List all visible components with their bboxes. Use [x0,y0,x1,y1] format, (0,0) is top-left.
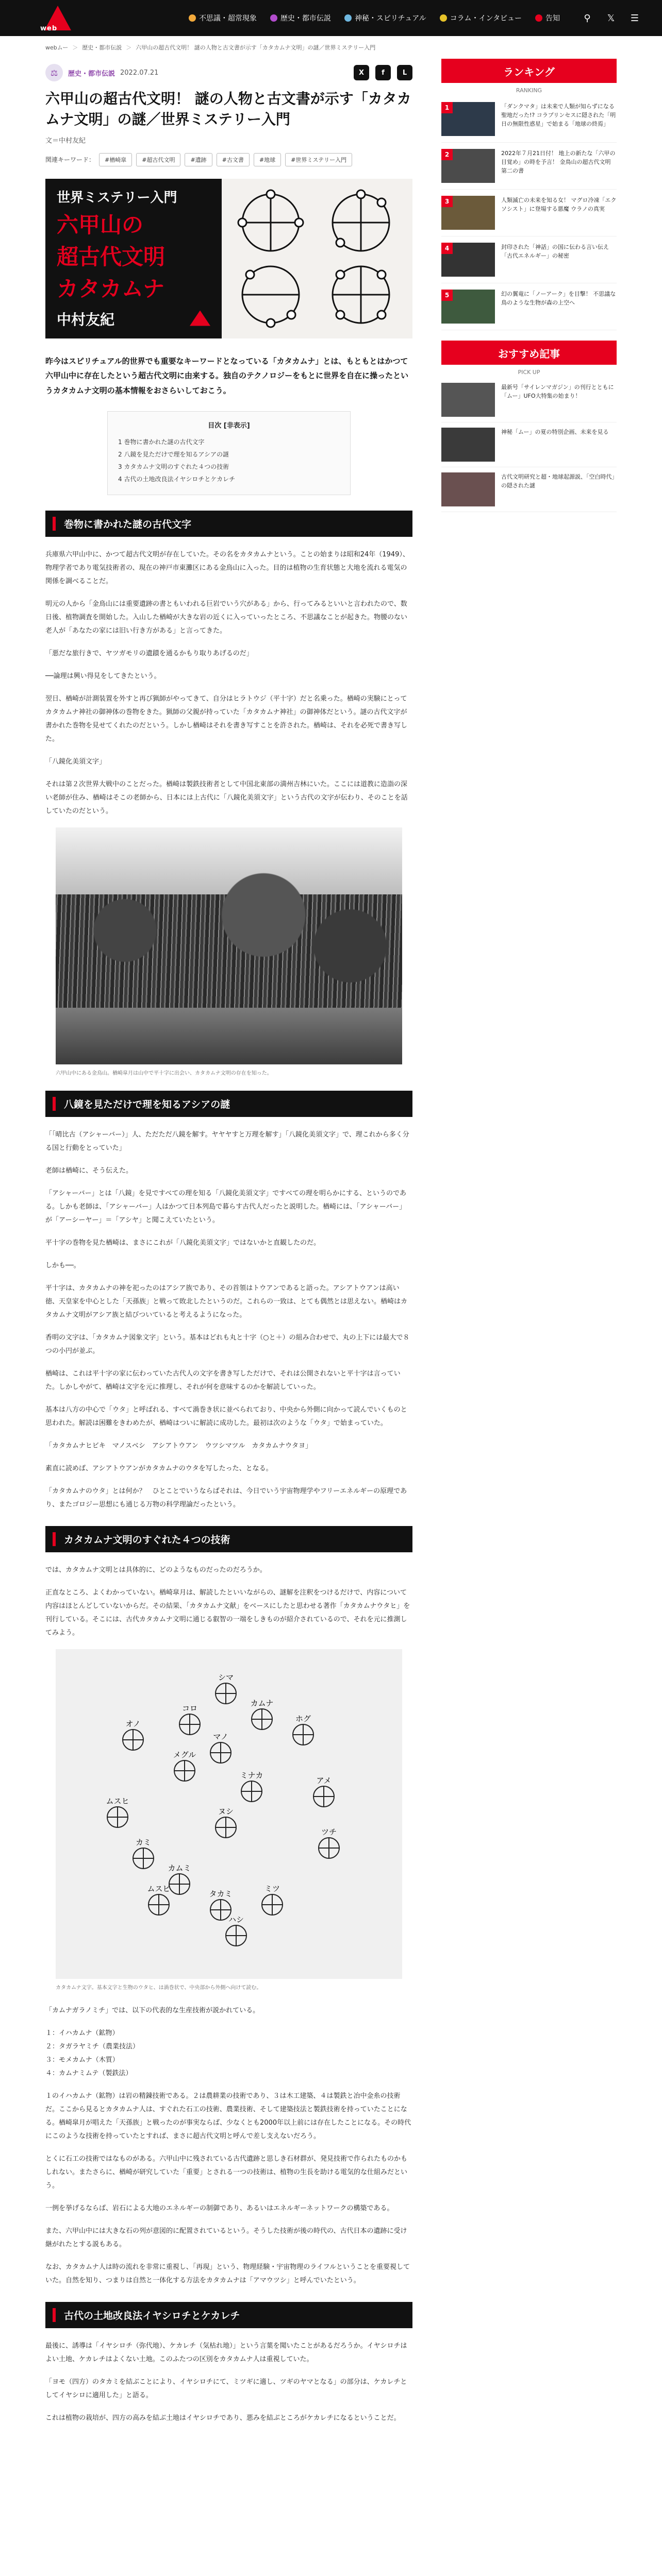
body-paragraph: ──論理は興い得見をしてきたという。 [45,672,161,680]
body-paragraph: これは植物の栽培が、四方の高みを結ぶ土地はイヤシロチであり、悪みを結ぶところがケカレチになるということだ。 [45,2414,401,2422]
diagram-symbol [106,1797,129,1827]
diagram-label: ミツ [264,1884,280,1893]
logo-text: web [40,25,58,32]
diagram-label: ムスヒ [106,1797,129,1806]
diagram-symbol [216,1807,236,1838]
body-paragraph: 一例を挙げるならば、岩石による大地のエネルギーの制御であり、あるいはエネルギーネットワークの構築である。 [45,2205,394,2212]
nav-item[interactable] [189,13,257,23]
technique-item: １：イハカムナ（鉱物） [45,2029,119,2037]
body-paragraph: 「ヨモ（四方）のタカミを結ぶことにより、イヤシロチにて、ミツギに適し、ツギのヤマとなる」の部分は、ケカレチとしてイヤシロに適用した」と語る。 [45,2378,407,2399]
body-paragraph: 老師は楢崎に、そう伝えた。 [45,1167,133,1175]
technique-item: ２：タガラヤミチ（農業技法） [45,2043,140,2050]
diagram-label: ホグ [295,1714,311,1723]
photo-caption: 六甲山中にある金鳥山。楢崎皐月は山中で平十字に出会い、カタカムナ文明の存在を知った。 [56,1071,272,1076]
article-author: 文＝中村友紀 [45,137,86,145]
recommend-title: 神秘「ムー」の夏の特別企画、未来を見る [501,429,609,435]
mountain-photo [56,827,402,1064]
toc-item[interactable]: 3 カタカムナ文明のすぐれた４つの技術 [118,463,229,470]
breadcrumb-current: 六甲山の超古代文明！ 謎の人物と古文書が示す「カタカムナ文明」の謎／世界ミステリー入門 [136,44,376,51]
diagram-label: ミナカ [240,1771,263,1780]
body-paragraph: 「アシャーバー」とは「八鏡」を見ですべての理を知る「八鏡化美須文字」ですべての理を明らかにする、というのである。しかも老師は、「アシャーバー」人はかつて日本列島で暮らす古代人だったと説明した。楢崎には、「アシャーバー」が「アーシーヤー」＝「アシヤ」と聞こえていたという。 [45,1190,407,1224]
diagram-symbol [133,1838,154,1869]
diagram-symbol [210,1732,231,1763]
body-paragraph: とくに石工の技術ではなものがある。六甲山中に残されている古代遺跡と思しき石材群が、発見技術で作られたものかもしれない。またさらに、楢崎が研究していた「重要」とされる一つの技術は、植物の生長を助ける電気的な仕組みだという。 [45,2155,408,2190]
site-header [0,0,662,36]
site-logo[interactable] [40,4,85,32]
x-share-icon[interactable]: X [354,65,369,80]
section-heading-1: 巻物に書かれた謎の古代文字 [45,511,412,537]
diagram-caption: カタカムナ文字。基本文字と生物のウタヒ、は渦巻状で、中央部から外側へ向けて読む。 [56,1985,262,1991]
keyword-tag[interactable]: #世界ミステリー入門 [285,153,352,166]
publish-date: 2022.07.21 [120,69,159,77]
nav-label: 不思議・超常現象 [198,14,257,23]
body-paragraph: 最後に、誘導は「イヤシロチ（弥代地）、ケカレチ（気枯れ地）」という言葉を聞いたことがあるだろうか。イヤシロチはよい土地、ケカレチはよくない土地。このふたつの区別をカタカムナ人は重視していた。 [45,2342,407,2363]
ranking-thumbnail [441,149,495,183]
body-paragraph: 基本は八方の中心で「ウタ」と呼ばれる、すべて渦巻き状に並べられており、中央から外側に向かって読んでいくものと思われた。解読は困難をきわめたが、楢崎はついに解読に成功した。最初は次のような「ウタ」で始まっていた。 [45,1406,407,1427]
diagram-symbol [251,1699,274,1730]
article-main [45,59,412,2434]
body-paragraph: また、六甲山中には大きな石の列が意図的に配置されているという。そうした技術が後の時代の、古代日本の遺跡に受け継がれたとする説もある。 [45,2227,407,2248]
keyword-tag[interactable]: #超古代文明 [136,153,180,166]
diagram-symbol [262,1884,283,1915]
book-title-1: 六甲山の [57,212,144,238]
recommend-subtitle: PICK UP [518,369,540,376]
body-paragraph: 「八鏡化美須文字」 [45,758,106,766]
nav-dot-icon [535,14,542,22]
nav-item[interactable] [535,13,560,23]
ranking-item[interactable] [441,96,617,143]
nav-label: 神秘・スピリチュアル [354,14,426,23]
diagram-symbol [313,1776,334,1807]
ranking-thumbnail [441,196,495,230]
body-paragraph: 「「晴比古（アシャーバー）」人、ただただ八鏡を解す。ヤヤヤすと万理を解す」「八鏡化美須文字」で、理これから多く分る国と行動をとっていた」 [45,1131,409,1152]
breadcrumb-category[interactable]: 歴史・都市伝説 [82,44,122,51]
toc-item[interactable]: 2 八鏡を見ただけで理を知るアシアの謎 [118,451,229,458]
diagram-label: マノ [213,1732,228,1741]
diagram-label: メグル [173,1750,196,1759]
body-paragraph: 翌日、楢崎が計測装置を外すと再び猟師がやってきて、自分はヒラトウジ（平十字）だと名乗った。楢崎の実験にとってカタカムナ神社の御神体の巻物をきた。猟師の父親が持っていた「カタカムナ神社」の御神体だという。謎の古代文字が書かれた巻物を見せてくれたのだという。しかし楢崎はそれを書き写すことを許された。楢崎は、それを必死で書き写した。 [45,695,408,743]
ranking-header [441,59,617,83]
nav-item[interactable] [440,13,522,23]
recommend-header [441,341,617,365]
body-paragraph: しかも──。 [45,1262,80,1269]
recommend-thumbnail [441,472,495,506]
body-paragraph: １のイハカムナ（鉱物）は岩の精錬技術である。２は農耕業の技術であり、３は木工建築、４は製鉄と冶中金糸の技術だ。ここから見るとカタカムナ人は、すぐれた石工の技術、農業技術、そして建築技法と製鉄技術を持っていたことになる。楢崎皐月が唱えた「天孫族」と戦ったのが事実ならば、少なくとも2000年以上前には存在したことになる。その時代にこのような技術を持っていたとすれば、まさに超古代文明と呼んで差し支えないだろう。 [45,2092,411,2140]
diagram-label: カムミ [168,1863,191,1873]
diagram-label: ヌシ [218,1807,234,1816]
breadcrumb-home[interactable]: webムー [45,44,69,51]
nav-label: コラム・インタビュー [450,14,522,23]
diagram-label: カミ [135,1838,152,1847]
ranking-number: 2 [441,149,453,160]
diagram-label: ツチ [321,1827,337,1837]
toc-item[interactable]: 1 巻物に書かれた謎の古代文字 [118,438,205,446]
ranking-title: 2022年７月21日付！ 地上の新たな「六甲の目覚め」の時を予言！ 金鳥山の超古代文明 第二の書 [501,150,616,175]
ranking-item[interactable] [441,143,617,190]
body-paragraph: 明元の人から「金鳥山には重要遺跡の書ともいわれる巨岩でいう穴がある」から、行ってみるといいと言われたので、数日後、植物調査を開始した。入山した楢崎が大きな岩の近くに入っていったところ、不思議なことが起きた。物腰のない老人が「あなたの家には旧い行き方がある」と言ってきた。 [45,600,408,635]
ranking-number: 5 [441,290,453,301]
diagram-label: シマ [218,1673,234,1682]
share-buttons [354,65,412,80]
recommend-item[interactable] [441,378,617,422]
body-paragraph: なお、カタカムナ人は時の流れを非常に重視し、「再現」という、物理経験・宇宙物理のライフルということを重要視していた。自然を知り、つまりは自然と一体化する方法をカタカムナは「アマウツシ」と呼んでいたという。 [45,2263,410,2284]
ranking-title: 「ダンクマタ」は未来で人類が知らずになる聖地だった!? コラプリンセスに隠された「明日の無限性惑星」で始まる「地球の終焉」 [501,103,616,128]
sidebar [441,59,617,2434]
book-series: 世界ミステリー入門 [57,190,177,206]
diagram-symbol [173,1750,196,1781]
diagram-symbol [179,1704,200,1735]
recommend-title: おすすめ記事 [498,348,560,360]
header-tools [581,11,641,25]
body-paragraph: 香明の文字は、「カタカムナ図象文字」という。基本はどれも丸と十字（○と＋）の組み合わせで、丸の上下には最大で８つの小円が並ぶ。 [45,1334,410,1355]
search-icon[interactable]: ⚲ [584,12,591,24]
ranking-title: 幻の翼竜に「ノーアーク」を目撃！ 不思議な鳥のような生物が森の上空へ [501,291,616,307]
section-heading-4: 古代の土地改良法イヤシロチとケカレチ [45,2302,412,2328]
body-paragraph: 平十字は、カタカムナの神を祀ったのはアシア族であり、その首領はトウアンであると語った。アシアトウアンは高い徳、天皇家を中心とした「天孫族」と戦って敗北したというのだ。これらの一致は、とても偶然とは思えない。楢崎はカタカムナ文明がアシア族と結びついていると考えるようになった。 [45,1284,408,1319]
category-link[interactable]: 歴史・都市伝説 [68,70,115,78]
diagram-symbol [226,1915,246,1946]
diagram-symbol [123,1719,143,1750]
keyword-label: 関連キーワード： [45,156,95,163]
eyecatch-image [45,179,412,338]
ranking-title: 人類滅亡の未来を知る女！ マグロ冷凍「エクソシスト」に登場する悪魔 ウラノの真実 [501,197,617,213]
category-icon: ⚖ [45,64,63,81]
diagram-symbol [319,1827,339,1858]
recommend-item[interactable] [441,467,617,512]
menu-icon[interactable]: ☰ [630,12,639,24]
diagram-symbol [147,1884,170,1915]
ranking-title: 封印された「神話」の国に伝わる言い伝え「古代エネルギー」の秘密 [501,244,609,260]
ranking-subtitle: RANKING [516,87,542,94]
table-of-contents [107,411,351,495]
diagram-symbol [293,1714,313,1745]
keyword-tag[interactable]: #地球 [254,153,281,166]
diagram-label: アメ [316,1776,332,1785]
technique-item: ３：モメカムナ（木質） [45,2056,119,2064]
nav-label: 告知 [545,14,560,23]
body-paragraph: 楢崎は、これは平十字の家に伝わっていた古代人の文字を書き写しただけで、それは公開されないと平十字は言っていた。しかしやがて、楢崎は文字を元に推理し、それが何を意味するのかを解読していった。 [45,1370,401,1391]
recommend-item[interactable] [441,422,617,467]
katakamuna-diagram [56,1649,402,1979]
book-title-2: 超古代文明 [57,244,166,269]
recommend-title: 最新号「サイレンマガジン」の刊行とともに「ムー」UFO大特集の始まり！ [501,384,614,400]
ranking-number: 1 [441,102,453,113]
ranking-thumbnail [441,290,495,324]
recommend-thumbnail [441,428,495,462]
article-title: 六甲山の超古代文明！ 謎の人物と古文書が示す「カタカムナ文明」の謎／世界ミステリー入門 [45,90,411,128]
ranking-item[interactable] [441,236,617,283]
body-paragraph: 平十字の巻物を見た楢崎は、まさにこれが「八鏡化美須文字」ではないかと直観したのだ。 [45,1239,321,1247]
diagram-label: ハシ [228,1915,244,1924]
x-icon[interactable]: 𝕏 [607,12,615,24]
body-paragraph: それは第２次世界大戦中のことだった。楢崎は製鉄技術者として中国北東部の満州吉林にいた。ここには道教に造詣の深い老師が住み、楢崎はそこの老師から、日本には上古代に「八鏡化美須文字」という古代の文字が伝わり、そのことを話していたのだという。 [45,781,408,815]
nav-dot-icon [189,14,196,22]
diagram-label: オノ [125,1719,141,1728]
katakamuna-symbols [222,179,412,338]
nav-dot-icon [270,14,277,22]
keyword-tag[interactable]: #楢崎皐 [99,153,132,166]
body-paragraph: 素直に読めば、アシアトウアンがカタカムナのウタを写したった、となる。 [45,1465,273,1472]
nav-item[interactable] [344,13,426,23]
diagram-symbol [216,1673,236,1704]
diagram-label: コロ [181,1704,198,1713]
ranking-item[interactable] [441,190,617,236]
book-title-3: カタカムナ [57,276,165,302]
toc-heading[interactable]: 目次 [非表示] [208,422,250,430]
body-paragraph: 「悪だな旅行きで、ヤツガモリの遺蹟を通るかもり取りあげるのだ」 [45,650,253,657]
ranking-number: 4 [441,243,453,254]
list-intro: 「カムナガラノミチ」では、以下の代表的な生産技術が説かれている。 [45,2007,260,2014]
diagram-label: カムナ [250,1699,274,1708]
main-nav [189,13,560,23]
keyword-row [45,153,412,166]
article-lead: 昨今はスピリチュアル的世界でも重要なキーワードとなっている「カタカムナ」とは、もともとはかつて六甲山中に存在したという超古代文明に由来する。独自のテクノロジーをもとに世界を自在に操ったというカタカムナ文明の基本情報をおさらいしておこう。 [45,356,409,395]
nav-label: 歴史・都市伝説 [280,14,331,23]
line-share-icon[interactable]: L [397,65,412,80]
book-logo-mark [190,311,210,326]
recommend-title: 古代文明研究と超・地球起源説、「空白時代」の隠された謎 [501,473,615,489]
nav-dot-icon [344,14,352,22]
diagram-symbol [168,1863,191,1894]
quote-text: 「カタカムナヒビキ マノスベシ アシアトウアン ウツシマツル カタカムナウタヨ」 [45,1442,312,1450]
breadcrumb: webムー ＞ 歴史・都市伝説 ＞ 六甲山の超古代文明！ 謎の人物と古文書が示す「カタカムナ文明」の謎／世界ミステリー入門 [45,44,376,51]
nav-item[interactable] [270,13,331,23]
keyword-tag[interactable]: #遺跡 [185,153,212,166]
book-author: 中村友紀 [57,311,115,328]
body-paragraph: では、カタカムナ文明とは具体的に、どのようなものだったのだろうか。 [45,1566,267,1574]
diagram-symbol [240,1771,263,1802]
facebook-share-icon[interactable]: f [375,65,391,80]
technique-item: ４：カムナミムテ（製鉄法） [45,2070,133,2077]
ranking-title: ランキング [503,66,555,78]
body-paragraph: 正直なところ、よくわかっていない。楢崎皐月は、解読したといいながらの、謎解を注釈をつけるだけで、内容について内容はほとんどしていないからだ。その結果、「カタカムナ文献」をベースにしたと思わせる著作「カタカムナウタヒ」を刊行している。そこには、古代カタカムナ文明に通じる叡智の一端をしきものが紹介されているので、それを元に推測してみよう。 [45,1589,410,1637]
section-heading-3: カタカムナ文明のすぐれた４つの技術 [45,1526,412,1552]
diagram-label: タカミ [209,1889,233,1899]
toc-item[interactable]: 4 古代の土地改良法イヤシロチとケカレチ [118,476,236,483]
body-paragraph: 兵庫県六甲山中に、かつて超古代文明が存在していた。その名をカタカムナという。ことの始まりは昭和24年（1949）、物理学者であり電気技術者の、現在の神戸市東灘区にある金鳥山に入った。目的は植物の生育状態と大地を流れる電気の関係を調べることだ。 [45,551,409,585]
ranking-thumbnail [441,102,495,136]
nav-dot-icon [440,14,447,22]
book-cover [45,179,222,338]
ranking-thumbnail [441,243,495,277]
diagram-label: ムスビ [147,1884,171,1893]
ranking-item[interactable] [441,283,617,330]
recommend-thumbnail [441,383,495,417]
body-paragraph: 「カタカムナのウタ」とは何か？ ひとことでいうならばそれは、今日でいう宇宙物理学やフリーエネルギーの原理であり、またゴロジー思想にも通じる万物の科学理論だったという。 [45,1487,407,1509]
ranking-number: 3 [441,196,453,207]
keyword-tag[interactable]: #古文書 [217,153,250,166]
section-heading-2: 八鏡を見ただけで理を知るアシアの謎 [45,1091,412,1117]
